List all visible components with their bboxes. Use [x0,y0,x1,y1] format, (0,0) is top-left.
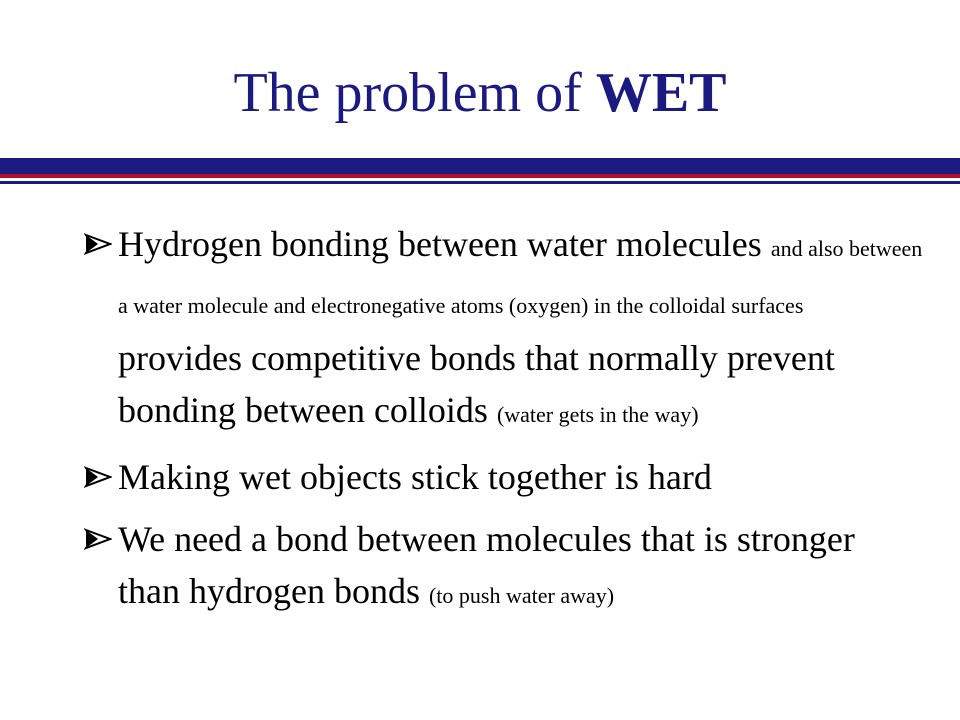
title-text: The problem of [233,62,596,124]
arrow-bullet-icon [84,463,112,491]
bullet-list [84,218,924,632]
slide-title [0,58,960,128]
title-emphasis: WET [595,62,727,124]
bullet-text-small: (water gets in the way) [496,402,699,427]
bullet-text-large: We need a bond between molecules that is stronger than hydrogen bonds [118,519,855,611]
title-divider-thin [0,181,960,184]
bullet-text-small: and also between a water molecule and electronegative atoms (oxygen) in the colloidal surfaces [118,236,923,318]
arrow-bullet-icon [84,230,112,258]
bullet-item [84,451,924,503]
bullet-text-large: Hydrogen bonding between water molecules [118,224,771,264]
arrow-bullet-icon [84,525,112,553]
bullet-text-small: (to push water away) [428,583,615,608]
bullet-text-large: provides competitive bonds that normally prevent bonding between colloids [118,338,835,430]
bullet-item [84,513,924,622]
title-divider-red [0,174,960,178]
title-divider-thick [0,158,960,174]
bullet-item [84,218,924,441]
bullet-text-large: Making wet objects stick together is hard [118,457,712,497]
